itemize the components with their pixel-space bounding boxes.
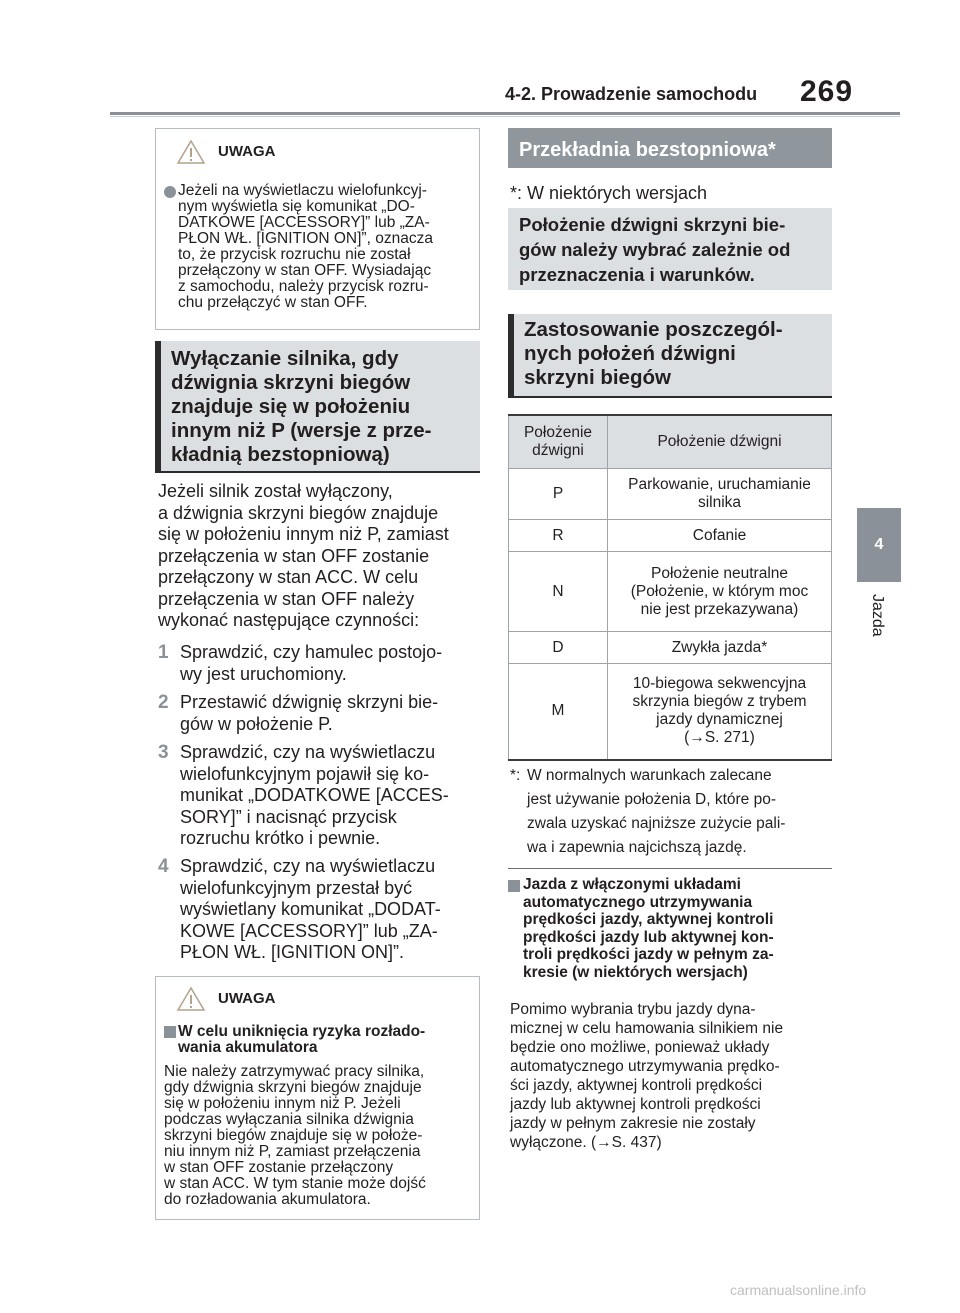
step-line: Przestawić dźwignię skrzyni bie-	[180, 692, 439, 712]
step-number: 4	[158, 856, 169, 877]
heading-line: skrzyni biegów	[524, 366, 671, 389]
page-number: 269	[800, 75, 854, 108]
step-line: SORY]” i nacisnąć przycisk	[180, 806, 397, 827]
footnote-line: zwala uzyskać najniższe zużycie pali-	[527, 815, 786, 832]
table-cell-description: Położenie neutralne (Położenie, w którym moc nie jest przekazywana)	[608, 552, 832, 632]
table-row	[509, 520, 832, 552]
step-line: wielofunkcyjnym przestał być	[180, 877, 413, 898]
gear-position-table	[508, 414, 832, 761]
footnote-marker: *:	[510, 767, 521, 784]
caution-2-subtitle	[178, 1024, 476, 1056]
paragraph-line: a dźwignia skrzyni biegów znajduje	[158, 502, 439, 523]
cruise-title-line: prędkości jazdy lub aktywnej kon-	[523, 928, 774, 946]
warning-triangle-icon	[176, 986, 206, 1012]
table-row	[509, 632, 832, 664]
table-header-row	[509, 415, 832, 469]
paragraph-line: Jeżeli silnik został wyłączony,	[158, 481, 393, 501]
step-line: Sprawdzić, czy hamulec postojo-	[180, 642, 443, 662]
step-line: wielofunkcyjnym pojawił się ko-	[180, 763, 430, 784]
heading-underline	[508, 396, 832, 398]
heading-line: kładnią bezstopniową)	[171, 443, 390, 466]
caution-box-1	[155, 128, 480, 330]
heading-bar	[155, 341, 161, 471]
step-number: 3	[158, 742, 169, 763]
footnote-line: W normalnych warunkach zalecane	[527, 767, 772, 784]
step-line: wy jest uruchomiony.	[180, 663, 347, 684]
square-bullet-icon	[164, 1026, 176, 1038]
caution-2-line: niu innym niż P, zamiast przełączenia	[164, 1143, 421, 1160]
header-rule	[110, 112, 900, 115]
step-line: KOWE [ACCESSORY]” lub „ZA-	[180, 920, 438, 941]
cruise-title-line: troli prędkości jazdy w pełnym za-	[523, 946, 774, 963]
caution-1-text	[178, 183, 476, 311]
table-cell-position: P	[509, 469, 608, 520]
header-rule-thin	[110, 116, 900, 117]
warning-triangle-icon	[176, 139, 206, 165]
caution-2-line: podczas wyłączania silnika dźwignia	[164, 1111, 414, 1128]
heading-bar	[508, 314, 514, 396]
bullet-icon	[164, 186, 176, 198]
table-cell-position: R	[509, 520, 608, 552]
cruise-title-line: Jazda z włączonymi układami	[523, 876, 741, 893]
cruise-body-line: Pomimo wybrania trybu jazdy dyna-	[510, 1001, 756, 1018]
caution-2-line: skrzyni biegów znajduje się w położe-	[164, 1127, 423, 1144]
caution-subtitle-line: wania akumulatora	[178, 1039, 318, 1056]
step-2	[158, 692, 483, 736]
heading-line: dźwignia skrzyni biegów	[171, 371, 411, 394]
step-line: munikat „DODATKOWE [ACCES-	[180, 785, 449, 805]
caution-1-line: to, że przycisk rozruchu nie został	[178, 246, 411, 263]
heading-line: znajduje się w położeniu	[171, 395, 411, 418]
heading-underline	[155, 471, 480, 473]
step-line: Sprawdzić, czy na wyświetlaczu	[180, 742, 436, 762]
paragraph-line: przełączony w stan ACC. W celu	[158, 567, 419, 587]
cruise-title-line: prędkości jazdy, aktywnej kontroli	[523, 911, 774, 928]
caution-2-line: w stan ACC. W tym stanie może dojść	[164, 1175, 426, 1192]
table-cell-position: D	[509, 632, 608, 664]
table-cell-position: M	[509, 664, 608, 760]
square-bullet-icon	[508, 880, 520, 892]
paragraph-line: się w położeniu innym niż P, zamiast	[158, 524, 449, 544]
cruise-body-line: automatycznego utrzymywania prędko-	[510, 1058, 780, 1075]
heading-line: innym niż P (wersje z prze-	[171, 419, 432, 442]
chapter-subtitle: Przekładnia bezstopniowa*	[508, 128, 832, 168]
step-line: gów w położenie P.	[180, 713, 333, 734]
section-heading	[155, 341, 480, 471]
chapter-tab[interactable]: 4	[857, 508, 901, 582]
step-line: PŁON WŁ. [IGNITION ON]”.	[180, 942, 405, 962]
caution-1-line: Jeżeli na wyświetlaczu wielofunkcyj-	[178, 182, 427, 199]
heading-line: nych położeń dźwigni	[524, 342, 736, 365]
step-number: 1	[158, 642, 169, 663]
step-number: 2	[158, 692, 169, 713]
table-header-cell: Położenie dźwigni	[608, 415, 832, 469]
table-row	[509, 552, 832, 632]
info-heading	[508, 208, 832, 290]
caution-title: UWAGA	[218, 143, 276, 160]
cruise-body-line: będzie ono możliwe, ponieważ układy	[510, 1039, 770, 1056]
cruise-body-line: jazdy w pełnym zakresie nie zostały	[510, 1115, 756, 1132]
caution-title: UWAGA	[218, 990, 276, 1007]
heading-line: Wyłączanie silnika, gdy	[171, 347, 399, 370]
cruise-body-line: wyłączone. (→S. 437)	[510, 1134, 662, 1151]
cruise-body-line: ści jazdy, aktywnej kontroli prędkości	[510, 1077, 763, 1094]
cruise-body-line: jazdy lub aktywnej kontroli prędkości	[510, 1096, 761, 1113]
caution-1-line: z samochodu, należy przycisk rozru-	[178, 278, 429, 295]
cruise-body	[510, 1000, 834, 1152]
step-line: wyświetlany komunikat „DODAT-	[180, 899, 441, 919]
heading-text	[171, 347, 432, 467]
heading-line: Zastosowanie poszczegól-	[524, 318, 783, 341]
caution-2-line: się w położeniu innym niż P. Jeżeli	[164, 1095, 401, 1112]
cruise-title-line: automatycznego utrzymywania	[523, 893, 753, 911]
caution-box-2	[155, 976, 480, 1220]
caution-2-line: w stan OFF zostanie przełączony	[164, 1159, 394, 1176]
caution-2-text	[164, 1064, 476, 1208]
version-note: *: W niektórych wersjach	[510, 183, 708, 203]
caution-1-line: chu przełączyć w stan OFF.	[178, 294, 368, 311]
caution-1-line: DATKOWE [ACCESSORY]” lub „ZA-	[178, 214, 430, 231]
footnote-line: wa i zapewnia najcichszą jazdę.	[527, 839, 747, 856]
divider	[508, 868, 832, 869]
step-line: rozruchu krótko i pewnie.	[180, 828, 381, 848]
cruise-title-line: kresie (w niektórych wersjach)	[523, 963, 748, 981]
intro-paragraph	[158, 481, 483, 632]
caution-2-line: Nie należy zatrzymywać pracy silnika,	[164, 1063, 425, 1080]
caution-2-line: gdy dźwignia skrzyni biegów znajduje	[164, 1079, 422, 1096]
chapter-tab-label: Jazda	[869, 594, 886, 637]
table-cell-position: N	[509, 552, 608, 632]
step-1	[158, 642, 483, 686]
table-footnote	[527, 764, 832, 860]
heading-line: Położenie dźwigni skrzyni bie-	[519, 214, 786, 235]
table-row	[509, 664, 832, 760]
cruise-body-line: micznej w celu hamowania silnikiem nie	[510, 1020, 784, 1037]
heading-text	[524, 318, 783, 390]
section-title: 4-2. Prowadzenie samochodu	[505, 84, 758, 104]
caution-1-line: przełączony w stan OFF. Wysiadając	[178, 262, 432, 279]
paragraph-line: wykonać następujące czynności:	[158, 610, 420, 630]
step-line: Sprawdzić, czy na wyświetlaczu	[180, 856, 436, 876]
caution-1-line: nym wyświetla się komunikat „DO-	[178, 198, 415, 215]
caution-subtitle-line: W celu uniknięcia ryzyka rozłado-	[178, 1023, 426, 1040]
footnote-line: jest używanie położenia D, które po-	[527, 791, 776, 808]
table-row	[509, 469, 832, 520]
table-cell-description: Cofanie	[608, 520, 832, 552]
section-heading-2	[508, 314, 832, 396]
table-cell-description: Zwykła jazda*	[608, 632, 832, 664]
caution-2-line: do rozładowania akumulatora.	[164, 1191, 371, 1208]
cruise-title	[523, 876, 833, 981]
heading-text	[519, 212, 790, 287]
heading-line: gów należy wybrać zależnie od	[519, 239, 791, 260]
step-3	[158, 742, 483, 852]
caution-1-line: PŁON WŁ. [IGNITION ON]”, oznacza	[178, 230, 433, 247]
paragraph-line: przełączenia w stan OFF zostanie	[158, 545, 430, 566]
heading-line: przeznaczenia i warunków.	[519, 264, 755, 285]
table-cell-description: 10-biegowa sekwencyjna skrzynia biegów z trybem jazdy dynamicznej (→S. 271)	[608, 664, 832, 760]
paragraph-line: przełączenia w stan OFF należy	[158, 588, 415, 609]
table-header-cell: Położenie dźwigni	[509, 415, 608, 469]
step-4	[158, 856, 483, 966]
table-cell-description: Parkowanie, uruchamianie silnika	[608, 469, 832, 520]
watermark: carmanualsonline.info	[730, 1282, 867, 1298]
